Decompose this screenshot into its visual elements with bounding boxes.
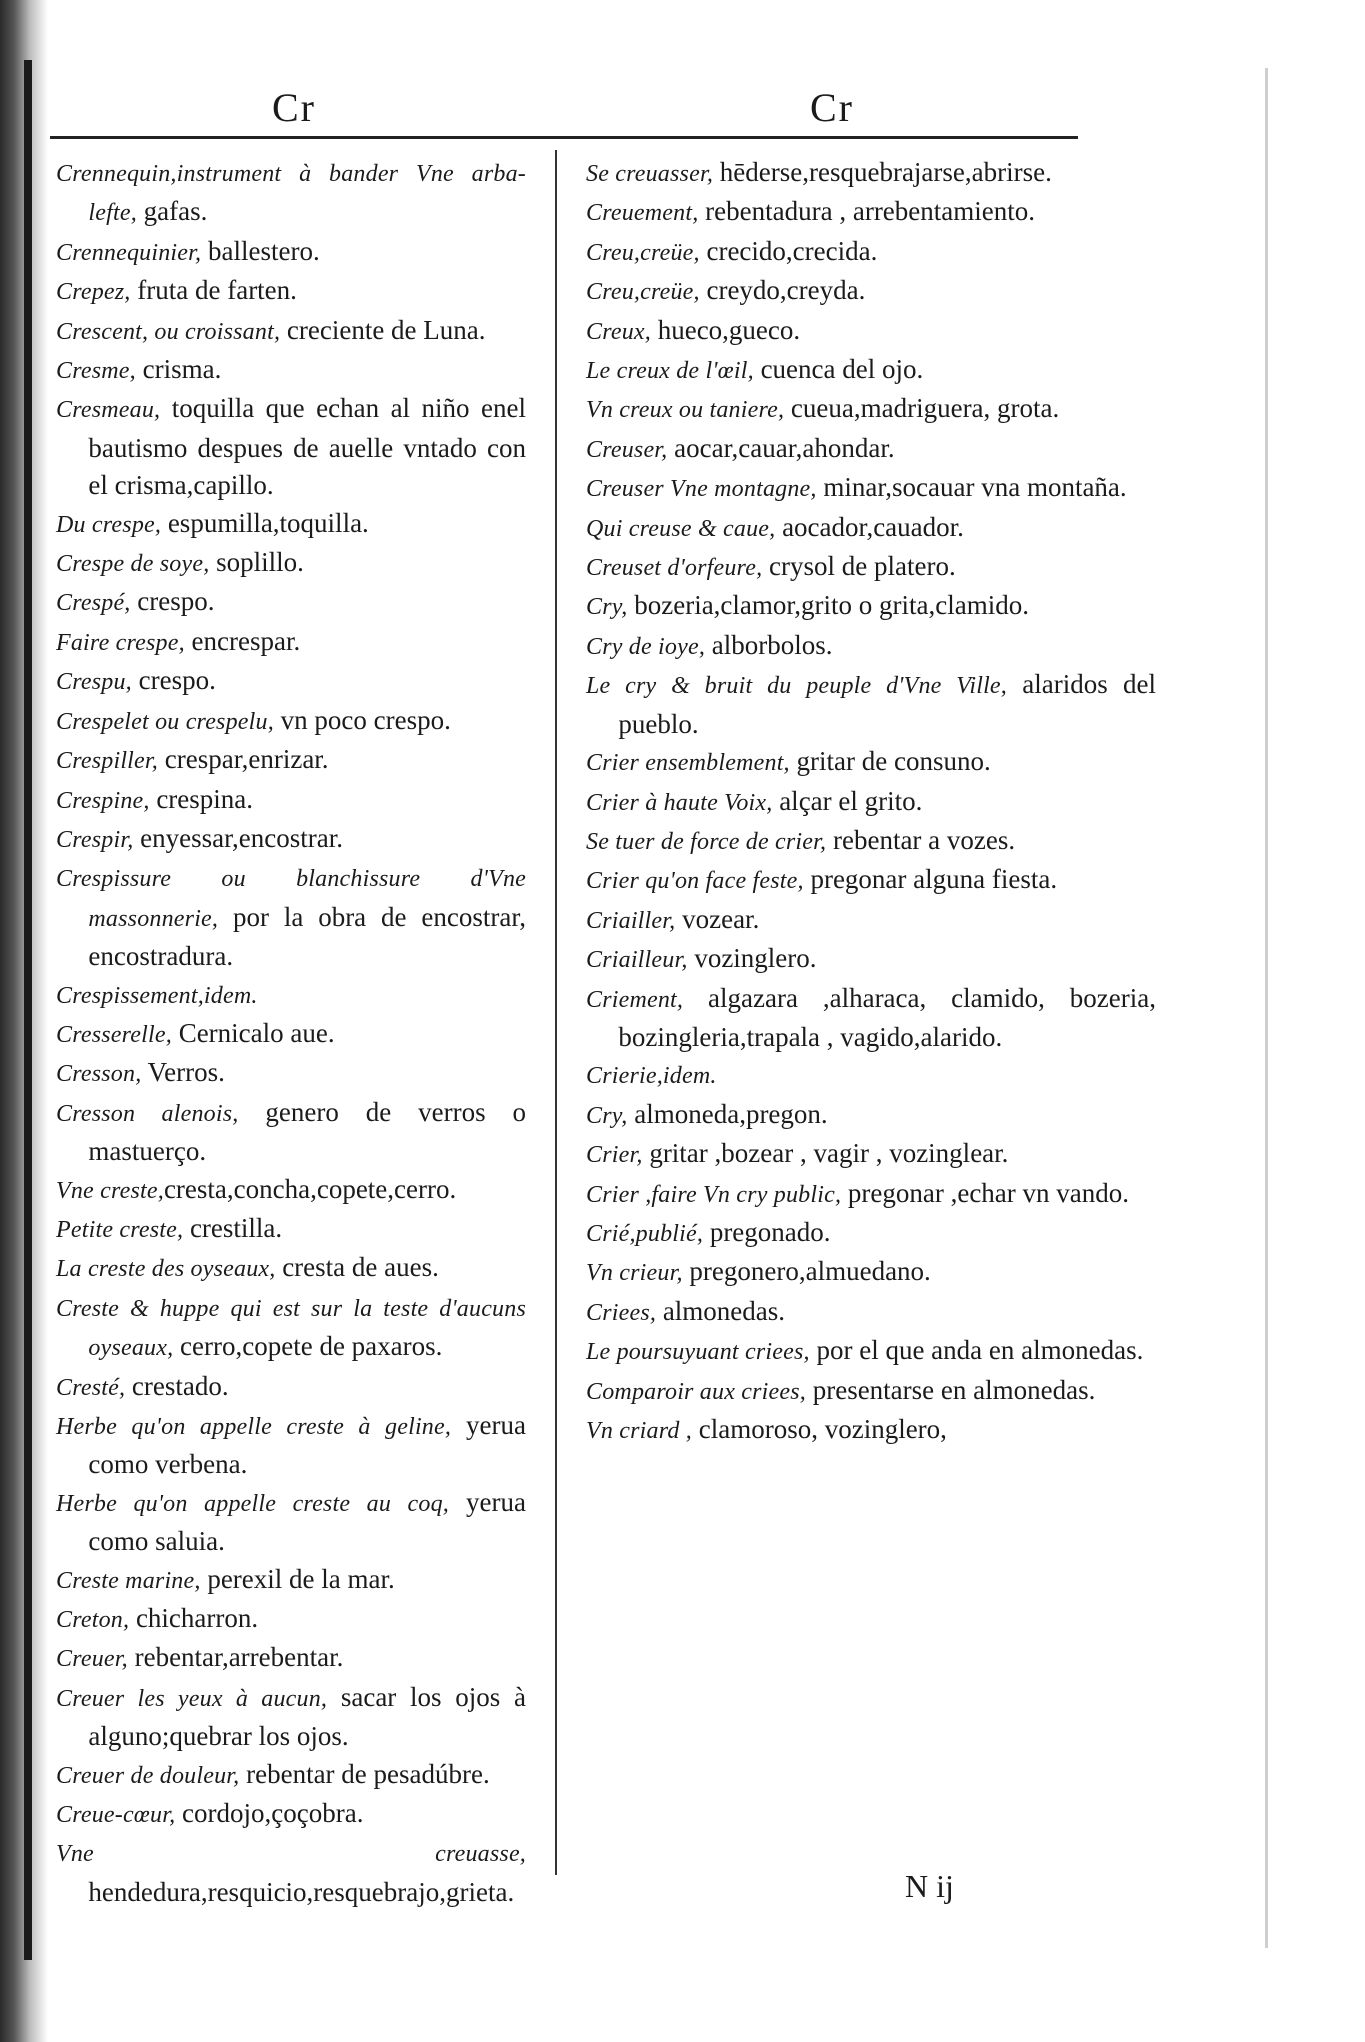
dictionary-entry [56, 662, 526, 701]
spanish-translation: genero de verros o mastuerço. [88, 1096, 526, 1167]
spanish-translation: aocar,cauar,ahondar. [667, 432, 895, 463]
french-headword: Cry, [586, 1102, 628, 1129]
dictionary-entry [586, 1056, 1156, 1095]
dictionary-entry [56, 1639, 526, 1678]
dictionary-entry [586, 154, 1156, 193]
dictionary-entry [586, 1175, 1156, 1214]
right-column [586, 154, 1156, 1450]
french-headword: Cresson alenois, [56, 1100, 239, 1127]
spanish-translation: gritar de consuno. [789, 746, 991, 777]
french-headword: Vne creuasse, [56, 1841, 526, 1868]
dictionary-entry [56, 272, 526, 311]
dictionary-entry [586, 587, 1156, 626]
french-headword: Creste & huppe qui est sur la teste d'aucuns oyseaux, [56, 1295, 526, 1362]
french-headword: Herbe qu'on appelle creste à geline, [56, 1414, 452, 1440]
spanish-translation: hueco,gueco. [650, 314, 801, 345]
spanish-translation: algazara ,alharaca, clamido, bozeria, bozingleria,trapala , vagido,alarido. [618, 982, 1156, 1052]
spanish-translation: chicharron. [129, 1603, 259, 1634]
french-headword: Crier à haute Voix, [586, 789, 773, 816]
dictionary-entry [56, 1094, 526, 1171]
spanish-translation: alaridos del pueblo. [618, 669, 1156, 739]
dictionary-entry [56, 1600, 526, 1639]
french-headword: Crespu, [56, 669, 132, 696]
french-headword: Cresmeau, [56, 397, 161, 424]
french-headword: Herbe qu'on appelle creste au coq, [56, 1490, 449, 1517]
spanish-translation: almonedas. [656, 1295, 786, 1326]
dictionary-entry [586, 980, 1156, 1057]
french-headword: Criement, [586, 986, 684, 1013]
spanish-translation: yerua como saluia. [88, 1486, 526, 1557]
french-headword: Crié,publié, [586, 1220, 704, 1247]
dictionary-entry [586, 901, 1156, 940]
spanish-translation: pregonado. [703, 1216, 831, 1247]
dictionary-entry [586, 1411, 1156, 1450]
french-headword: Creuement, [586, 200, 699, 227]
french-headword: Creuer les yeux à aucun, [56, 1685, 328, 1712]
dictionary-entry [56, 1249, 526, 1288]
spanish-translation: yerua como verbena. [88, 1410, 526, 1480]
french-headword: Du crespe, [56, 511, 162, 538]
spanish-translation: ballestero. [201, 235, 320, 266]
dictionary-entry [56, 623, 526, 662]
spanish-translation: crestilla. [183, 1212, 283, 1243]
french-headword: Crier ,faire Vn cry public, [586, 1181, 842, 1208]
left-column [56, 154, 526, 1911]
french-headword: Qui creuse & caue, [586, 515, 776, 542]
dictionary-entry [56, 1210, 526, 1249]
dictionary-entry [586, 1214, 1156, 1253]
dictionary-entry [586, 1332, 1156, 1371]
spanish-translation: almoneda,pregon. [627, 1098, 828, 1129]
french-headword: Creuser, [586, 436, 668, 463]
spanish-translation: rebentar a vozes. [826, 824, 1016, 855]
dictionary-entry [586, 193, 1156, 232]
spanish-translation: rebentar de pesadúbre. [239, 1758, 490, 1789]
french-headword: Cresme, [56, 358, 136, 385]
french-headword: Vn creux ou taniere, [586, 397, 785, 424]
dictionary-entry [586, 390, 1156, 429]
dictionary-entry [56, 781, 526, 820]
french-headword: Creuser Vne montagne, [586, 476, 817, 503]
spanish-translation: crysol de platero. [762, 551, 956, 582]
spanish-translation: rebentadura , arrebentamiento. [698, 196, 1035, 227]
dictionary-entry [586, 272, 1156, 311]
french-headword: Faire crespe, [56, 629, 185, 656]
spanish-translation: cordojo,çoçobra. [175, 1798, 364, 1829]
spanish-translation: creciente de Luna. [280, 314, 486, 345]
book-page [50, 68, 1268, 1948]
spanish-translation: crespar,enrizar. [158, 744, 329, 775]
dictionary-entry [56, 312, 526, 351]
dictionary-entry [586, 743, 1156, 782]
spanish-translation: cresta de aues. [275, 1252, 439, 1283]
french-headword: Crespissure ou blanchissure d'Vne massonnerie, [56, 866, 526, 932]
french-headword: Creu,creüe, [586, 239, 700, 266]
spanish-translation: presentarse en almonedas. [805, 1374, 1096, 1405]
spanish-translation: gritar ,bozear , vagir , vozinglear. [642, 1138, 1009, 1169]
spanish-translation: rebentar,arrebentar. [127, 1642, 344, 1673]
french-headword: Creux, [586, 318, 651, 345]
dictionary-entry [56, 859, 526, 975]
spanish-translation: creydo,creyda. [699, 275, 866, 306]
dictionary-entry [56, 1368, 526, 1407]
column-divider [555, 150, 557, 1875]
spanish-translation: fruta de farten. [130, 275, 297, 306]
french-headword: Vn crieur, [586, 1260, 683, 1287]
spanish-translation: clamoroso, vozinglero, [691, 1414, 947, 1444]
dictionary-entry [586, 861, 1156, 900]
dictionary-entry [56, 1407, 526, 1484]
dictionary-entry [56, 1054, 526, 1093]
french-headword: Le creux de l'œil, [586, 358, 754, 385]
french-headword: Crespir, [56, 826, 134, 853]
french-headword: Criees, [586, 1299, 657, 1326]
spanish-translation: sacar los ojos à alguno;quebrar los ojos. [88, 1681, 526, 1752]
dictionary-entry [56, 233, 526, 272]
spanish-translation: crestado. [125, 1370, 229, 1401]
dictionary-entry [56, 1561, 526, 1600]
spanish-translation: cuenca del ojo. [753, 354, 924, 385]
dictionary-entry [586, 351, 1156, 390]
french-headword: Creuer, [56, 1646, 128, 1673]
spanish-translation: enyessar,encostrar. [133, 822, 343, 853]
dictionary-entry [56, 1795, 526, 1834]
spanish-translation: vozinglero. [687, 943, 817, 974]
french-headword: Crierie,idem. [586, 1063, 717, 1090]
french-headword: Crier qu'on face feste, [586, 868, 804, 895]
spanish-translation: pregonar ,echar vn vando. [841, 1177, 1130, 1208]
dictionary-entry [56, 820, 526, 859]
running-head-left: Cr [272, 85, 316, 130]
french-headword: Crier, [586, 1142, 643, 1169]
spanish-translation: cerro,copete de paxaros. [173, 1331, 443, 1362]
dictionary-entry [56, 1015, 526, 1054]
french-headword: Crespissement,idem. [56, 982, 258, 1009]
spanish-translation: soplillo. [209, 547, 304, 578]
spanish-translation: crespo. [130, 586, 215, 617]
french-headword: Criailler, [586, 907, 676, 934]
french-headword: Crespe de soye, [56, 551, 210, 578]
dictionary-entry [586, 1096, 1156, 1135]
dictionary-entry [586, 783, 1156, 822]
french-headword: Cresson, [56, 1061, 142, 1088]
spanish-translation: alçar el grito. [772, 785, 923, 816]
french-headword: Le cry & bruit du peuple d'Vne Ville, [586, 673, 1007, 700]
spanish-translation: alborbolos. [705, 629, 833, 660]
french-headword: Le poursuyuant criees, [586, 1339, 810, 1366]
french-headword: Se tuer de force de crier, [586, 828, 827, 855]
french-headword: Comparoir aux criees, [586, 1378, 806, 1405]
spanish-translation: por el que anda en almonedas. [809, 1335, 1144, 1366]
dictionary-entry [586, 666, 1156, 743]
running-head-right: Cr [810, 85, 854, 130]
french-headword: Crepez, [56, 279, 131, 306]
spanish-translation: hēderse,resquebrajarse,abrirse. [713, 157, 1052, 187]
spanish-translation: crespo. [131, 665, 216, 696]
french-headword: Petite creste, [56, 1216, 184, 1243]
dictionary-entry [56, 741, 526, 780]
spanish-translation: bozeria,clamor,grito o grita,clamido. [627, 590, 1030, 621]
dictionary-entry [56, 1171, 526, 1210]
french-headword: Crennequinier, [56, 239, 202, 266]
dictionary-entry [586, 509, 1156, 548]
dictionary-entry [56, 1756, 526, 1795]
dictionary-entry [56, 1289, 526, 1368]
dictionary-entry [56, 1484, 526, 1561]
french-headword: Crescent, ou croissant, [56, 318, 281, 345]
french-headword: Creu,creüe, [586, 279, 700, 306]
french-headword: Crespine, [56, 787, 150, 814]
dictionary-entry [56, 154, 526, 233]
french-headword: Vne creste, [56, 1177, 164, 1204]
spanish-translation: pregonar alguna fiesta. [803, 864, 1058, 895]
dictionary-entry [586, 233, 1156, 272]
spanish-translation: cueua,madriguera, grota. [784, 393, 1060, 424]
dictionary-entry [56, 390, 526, 504]
header-rule [50, 136, 1078, 139]
spanish-translation: gafas. [136, 196, 208, 227]
spanish-translation: Cernicalo aue. [171, 1017, 335, 1048]
spanish-translation: aocador,cauador. [775, 511, 964, 542]
dictionary-entry [586, 430, 1156, 469]
spanish-translation: vozear. [675, 903, 760, 934]
spanish-translation: toquilla que echan al niño enel bautismo despues de auelle vntado con el crisma,capillo. [88, 393, 526, 501]
spanish-translation: crecido,crecida. [699, 235, 878, 266]
spanish-translation: vn poco crespo. [273, 704, 451, 735]
spanish-translation: espumilla,toquilla. [161, 507, 369, 538]
french-headword: Se creuasser, [586, 161, 714, 187]
dictionary-entry [586, 1293, 1156, 1332]
dictionary-entry [56, 976, 526, 1015]
spanish-translation: por la obra de encostrar, encostradura. [88, 901, 526, 972]
dictionary-entry [586, 627, 1156, 666]
dictionary-entry [56, 702, 526, 741]
dictionary-entry [56, 1679, 526, 1756]
french-headword: Creue-cœur, [56, 1802, 176, 1829]
spanish-translation: cresta,concha,copete,cerro. [163, 1173, 457, 1204]
binding-edge [24, 60, 32, 1960]
french-headword: Crennequin,instrument à bander Vne arba-lefte, [56, 161, 526, 227]
dictionary-entry [586, 1135, 1156, 1174]
spanish-translation: perexil de la mar. [200, 1563, 395, 1594]
dictionary-entry [586, 312, 1156, 351]
page-edge [1265, 68, 1268, 1948]
spanish-translation: crespina. [149, 783, 254, 814]
dictionary-entry [56, 351, 526, 390]
french-headword: La creste des oyseaux, [56, 1256, 276, 1283]
french-headword: Cry, [586, 594, 628, 621]
dictionary-entry [586, 822, 1156, 861]
dictionary-entry [56, 583, 526, 622]
french-headword: Crespé, [56, 590, 131, 617]
french-headword: Vn criard , [586, 1418, 692, 1444]
french-headword: Cresserelle, [56, 1021, 172, 1048]
spanish-translation: minar,socauar vna montaña. [816, 472, 1127, 503]
dictionary-entry [586, 940, 1156, 979]
french-headword: Cresté, [56, 1374, 126, 1401]
spanish-translation: crisma. [135, 354, 222, 385]
signature-mark: N ij [905, 1868, 954, 1904]
french-headword: Cry de ioye, [586, 633, 706, 660]
french-headword: Creuer de douleur, [56, 1762, 240, 1789]
dictionary-entry [586, 1372, 1156, 1411]
french-headword: Creste marine, [56, 1567, 201, 1594]
french-headword: Creton, [56, 1607, 130, 1634]
french-headword: Creuset d'orfeure, [586, 555, 763, 582]
dictionary-entry [586, 548, 1156, 587]
french-headword: Crespiller, [56, 748, 158, 775]
dictionary-entry [56, 505, 526, 544]
spanish-translation: hendedura,resquicio,resquebrajo,grieta. [88, 1876, 515, 1907]
dictionary-entry [586, 1253, 1156, 1292]
french-headword: Crier ensemblement, [586, 750, 790, 777]
dictionary-entry [586, 469, 1156, 508]
spanish-translation: Verros. [141, 1057, 225, 1088]
dictionary-entry [56, 1834, 526, 1911]
spanish-translation: encrespar. [184, 625, 301, 656]
spanish-translation: pregonero,almuedano. [682, 1256, 931, 1287]
dictionary-entry [56, 544, 526, 583]
french-headword: Criailleur, [586, 947, 688, 974]
french-headword: Crespelet ou crespelu, [56, 708, 274, 735]
